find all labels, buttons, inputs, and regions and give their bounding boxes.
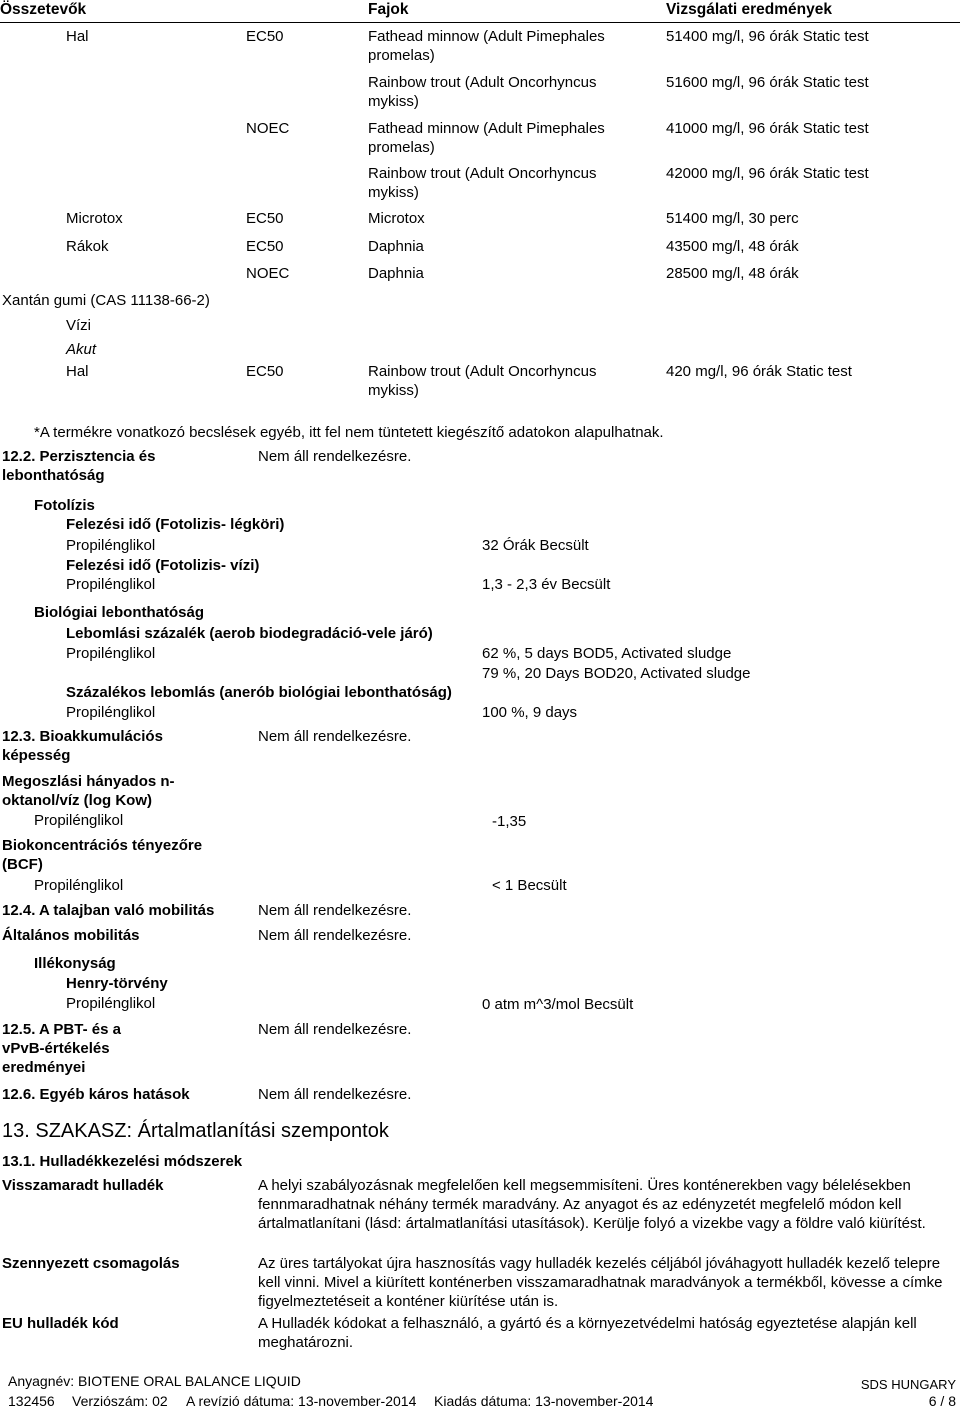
waste-label: Visszamaradt hulladék: [2, 1177, 164, 1194]
row-group: Hal: [66, 28, 89, 45]
substance-label: Propilénglikol: [66, 537, 156, 554]
szazalekos-label: Százalékos lebomlás (anerób biológiai lebonthatóság): [66, 684, 452, 701]
section-12-4-title: 12.4. A talajban való mobilitás: [2, 902, 215, 919]
footer-sds: SDS HUNGARY: [860, 1377, 956, 1392]
row-species: Daphnia: [368, 265, 424, 282]
row-species: Fathead minnow (Adult Pimephales promelas): [368, 120, 605, 156]
row-type: EC50: [246, 210, 284, 227]
row-species: Rainbow trout (Adult Oncorhyncus mykiss): [368, 165, 597, 201]
row-species: Microtox: [368, 210, 425, 227]
eu-code-text: A Hulladék kódokat a felhasználó, a gyártó és a környezetvédelmi hatóság egyeztetése alapján kell meghatározni.: [258, 1315, 917, 1351]
value: -1,35: [492, 813, 527, 830]
row-result: 420 mg/l, 96 órák Static test: [666, 363, 852, 380]
substance-label: Propilénglikol: [66, 645, 156, 662]
section-12-5-value: Nem áll rendelkezésre.: [258, 1021, 412, 1038]
row-group: Rákok: [66, 238, 109, 255]
bio-label: Biológiai lebonthatóság: [34, 604, 205, 621]
value: 32 Órák Becsült: [482, 537, 589, 554]
footer-revision: A revízió dátuma: 13-november-2014: [186, 1393, 417, 1409]
row-species: Fathead minnow (Adult Pimephales promelas): [368, 28, 605, 64]
footer-page: 6 / 8: [928, 1393, 956, 1409]
felezesi-legkori-label: Felezési idő (Fotolizis- légköri): [66, 516, 285, 533]
value: 0 atm m^3/mol Becsült: [482, 996, 634, 1013]
substance-label: Propilénglikol: [66, 704, 156, 721]
row-species: Daphnia: [368, 238, 424, 255]
megoszlasi-label: Megoszlási hányados n-oktanol/víz (log Kow): [2, 773, 175, 809]
row-result: 43500 mg/l, 48 órák: [666, 238, 799, 255]
xanthan-name: Xantán gumi (CAS 11138-66-2): [2, 292, 210, 309]
section-12-6-value: Nem áll rendelkezésre.: [258, 1086, 412, 1103]
section-13-1-title: 13.1. Hulladékkezelési módszerek: [2, 1153, 243, 1170]
substance-label: Propilénglikol: [66, 576, 156, 593]
section-12-3-value: Nem áll rendelkezésre.: [258, 728, 412, 745]
section-12-2-value: Nem áll rendelkezésre.: [258, 448, 412, 465]
row-result: 51400 mg/l, 30 perc: [666, 210, 799, 227]
lebomlasi-label: Lebomlási százalék (aerob biodegradáció-vele járó): [66, 625, 433, 642]
substance-label: Propilénglikol: [34, 877, 124, 894]
col-header-species: Fajok: [368, 1, 409, 18]
footer-issue: Kiadás dátuma: 13-november-2014: [434, 1393, 654, 1409]
felezesi-vizi-label: Felezési idő (Fotolizis- vízi): [66, 557, 260, 574]
section-12-3-title: 12.3. Bioakkumulációs képesség: [2, 728, 163, 764]
section-12-5-title: 12.5. A PBT- és a vPvB-értékelés eredményei: [2, 1021, 121, 1076]
header-divider: [0, 22, 960, 23]
row-species: Rainbow trout (Adult Oncorhyncus mykiss): [368, 74, 597, 110]
packaging-text: Az üres tartályokat újra hasznosítás vagy hulladék kezelés céljából jóváhagyott hulladék kezelő telepre kell vinni. Mivel a kiürített konténerben visszamaradhatnak maradványok a termékből, kövesse a címke figyelmeztetéseit a konténer kiürítése után is.: [258, 1255, 943, 1310]
eu-code-label: EU hulladék kód: [2, 1315, 119, 1332]
row-result: 28500 mg/l, 48 órák: [666, 265, 799, 282]
section-12-4-value: Nem áll rendelkezésre.: [258, 902, 412, 919]
value: 62 %, 5 days BOD5, Activated sludge: [482, 645, 732, 662]
substance-label: Propilénglikol: [66, 995, 156, 1012]
value: 79 %, 20 Days BOD20, Activated sludge: [482, 665, 751, 682]
col-header-results: Vizsgálati eredmények: [666, 1, 832, 18]
fotolizis-label: Fotolízis: [34, 497, 95, 514]
row-result: 51600 mg/l, 96 órák Static test: [666, 74, 869, 91]
xanthan-akut: Akut: [66, 341, 97, 358]
footer-product: Anyagnév: BIOTENE ORAL BALANCE LIQUID: [8, 1373, 301, 1389]
row-type: NOEC: [246, 120, 290, 137]
row-result: 51400 mg/l, 96 órák Static test: [666, 28, 869, 45]
section-12-2-title: 12.2. Perzisztencia és lebonthatóság: [2, 448, 156, 484]
section-13-title: 13. SZAKASZ: Ártalmatlanítási szempontok: [2, 1120, 389, 1142]
waste-text: A helyi szabályozásnak megfelelően kell megsemmisíteni. Üres konténerekben vagy bélelésekben fennmaradhatnak néhány termék maradvány. Az anyagot és az edényzetét megfelelő módon kell ártalmatlanítani (lásd: ártalmatlanítási utasítások). Kerülje folyó a vizekbe vagy a földre való kiürítést.: [258, 1177, 926, 1232]
xanthan-vizi: Vízi: [66, 317, 92, 334]
footer-code: 132456: [8, 1393, 55, 1409]
row-type: EC50: [246, 363, 284, 380]
row-type: EC50: [246, 238, 284, 255]
col-header-components: Összetevők: [0, 1, 87, 18]
footnote: *A termékre vonatkozó becslések egyéb, itt fel nem tüntetett kiegészítő adatokon alapulhatnak.: [34, 424, 664, 441]
henry-label: Henry-törvény: [66, 975, 168, 992]
packaging-label: Szennyezett csomagolás: [2, 1255, 180, 1272]
substance-label: Propilénglikol: [34, 812, 124, 829]
altalanos-value: Nem áll rendelkezésre.: [258, 927, 412, 944]
section-12-6-title: 12.6. Egyéb káros hatások: [2, 1086, 190, 1103]
biokonc-label: Biokoncentrációs tényezőre (BCF): [2, 837, 203, 873]
illekony-title: Illékonyság: [34, 955, 116, 972]
row-type: EC50: [246, 28, 284, 45]
footer-version: Verziószám: 02: [72, 1393, 168, 1409]
row-result: 41000 mg/l, 96 órák Static test: [666, 120, 869, 137]
row-group: Hal: [66, 363, 89, 380]
value: < 1 Becsült: [492, 877, 567, 894]
row-result: 42000 mg/l, 96 órák Static test: [666, 165, 869, 182]
value: 100 %, 9 days: [482, 704, 578, 721]
row-group: Microtox: [66, 210, 123, 227]
value: 1,3 - 2,3 év Becsült: [482, 576, 611, 593]
row-type: NOEC: [246, 265, 290, 282]
row-species: Rainbow trout (Adult Oncorhyncus mykiss): [368, 363, 597, 399]
altalanos-title: Általános mobilitás: [2, 927, 140, 944]
